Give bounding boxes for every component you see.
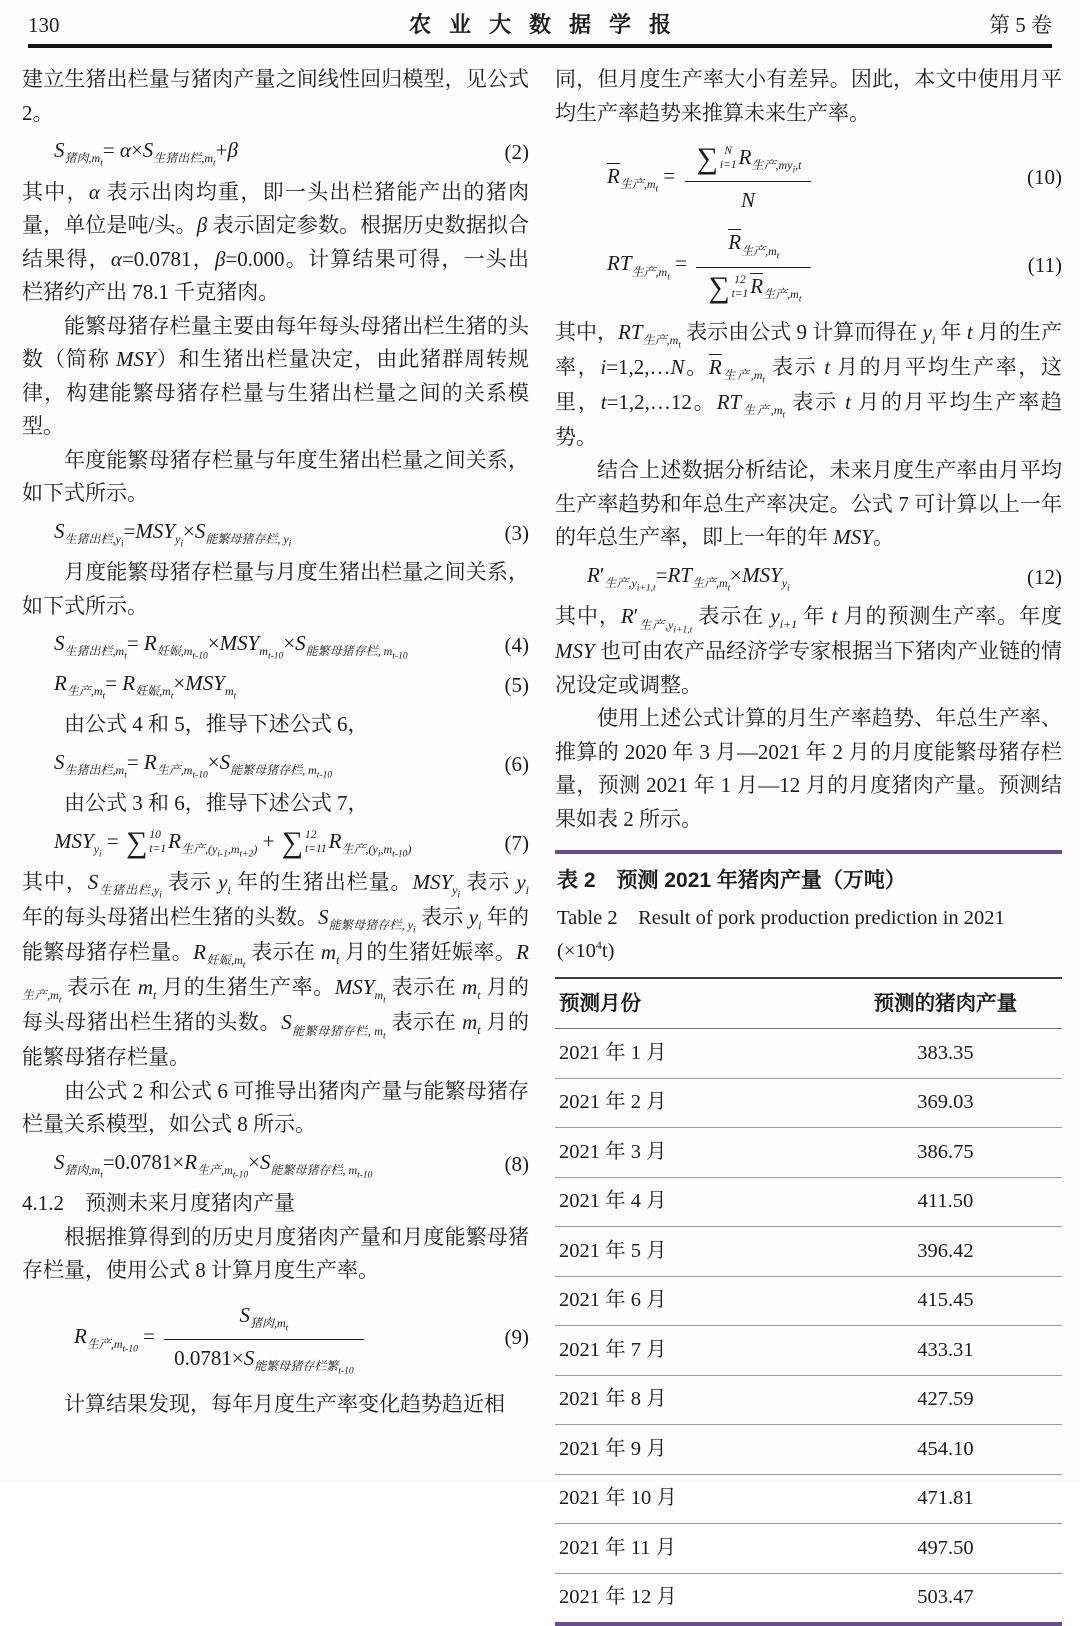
paragraph-derive-8: 由公式 2 和公式 6 可推导出猪肉产量与能繁母猪存栏量关系模型，如公式 8 所示。 <box>22 1078 529 1137</box>
table-row <box>555 1227 1062 1277</box>
equation-10-number: (10) <box>1027 164 1062 189</box>
table-row <box>555 1573 1062 1622</box>
equation-10 <box>555 140 1062 215</box>
cell-production-value: 427.59 <box>829 1375 1062 1425</box>
equation-3-number: (3) <box>504 520 529 545</box>
paragraph-future-rate: 结合上述数据分析结论，未来月度生产率由月平均生产率趋势和年总生产率决定。公式 7 可计算以上一年的年总生产率，即上一年的年 MSY。 <box>555 458 1062 550</box>
cell-month: 2021 年 8 月 <box>555 1375 829 1425</box>
page-header <box>0 0 1080 41</box>
column-header-production: 预测的猪肉产量 <box>829 978 1062 1029</box>
equation-2 <box>22 136 529 170</box>
paragraph-symbol-definitions: 其中，$S_{生猪出栏,y_i}$ 表示 $y_i$ 年的生猪出栏量。$MSY_{y_i}$ 表示 $y_i$ 年的每头母猪出栏生猪的头数。$S_{能繁母猪存栏, y_i}$ 表示 $y_i$ 年的能繁母猪存栏量。$R_{妊娠,m_t}$ 表示在 $m_t$ 月的生猪妊娠率。$R_{生产,m_t}$ 表示在 $m_t$ 月的生猪生产率。$MSY_{m_t}$ 表示在 $m_t$ 月的每头母猪出栏生猪的头数。$S_{能繁母猪存栏, m_t}$ 表示在 $m_t$ 月的能繁母猪存栏量。 <box>22 870 530 1070</box>
section-heading-4-1-2: 4.1.2 预测未来月度猪肉产量 <box>22 1191 295 1216</box>
cell-month: 2021 年 11 月 <box>555 1524 829 1574</box>
page-number: 130 <box>28 13 60 37</box>
paragraph-rt-definitions: 其中，$RT_{生产,m_t}$ 表示由公式 9 计算而得在 $y_i$ 年 t 月的生产率，i=1,2,…N。$R_{生产,m_t}$ 表示 t 月的月平均生产率，这里，t=1,2,…12。$RT_{生产,m_t}$ 表示 t 月的月平均生产率趋势。 <box>555 319 1063 449</box>
right-column <box>555 63 1062 1626</box>
equation-12-body: $R'_{生产,y_{i+1,t}}=RT_{生产,m_t}\times MSY_{y_i}$ <box>587 563 790 594</box>
equation-5-body: $R_{生产,m_t}= R_{妊娠,m_t}\times MSY_{m_t}$ <box>54 670 237 702</box>
equation-7 <box>22 827 529 861</box>
equation-11-body: $RT_{生产,m_t}$ = $R_{生产,m_t}$ ∑ 12 t=1 $R_{生产,m_t}$ <box>607 225 1020 305</box>
equation-8-number: (8) <box>504 1151 529 1176</box>
equation-7-body: $MSY_{y_i}$ = ∑ 10 t=1 $R_{生产,(y_{i-1},m_{t+2})}$ + ∑ 12 t=11 $R_{生产,(y_i,m_{t-10})}$ <box>54 825 412 860</box>
equation-3-body: $S_{生猪出栏,y_i}=MSY_{y_i}\times S_{能繁母猪存栏, y_i}$ <box>54 518 292 550</box>
cell-production-value: 471.81 <box>829 1474 1062 1524</box>
table-row <box>555 1128 1062 1178</box>
table-row <box>555 1177 1062 1227</box>
cell-production-value: 369.03 <box>829 1078 1062 1128</box>
cell-month: 2021 年 5 月 <box>555 1227 829 1277</box>
paragraph-monthly-relation: 月度能繁母猪存栏量与月度生猪出栏量之间关系，如下式所示。 <box>22 560 529 618</box>
cell-production-value: 396.42 <box>829 1227 1062 1277</box>
table-row <box>555 1326 1062 1376</box>
equation-9 <box>22 1298 529 1378</box>
equation-6 <box>22 748 529 782</box>
table-header-row <box>555 978 1062 1029</box>
table-row <box>555 1276 1062 1326</box>
content <box>0 48 1080 1626</box>
equation-12 <box>555 561 1062 595</box>
left-column <box>22 63 529 1626</box>
equation-11 <box>555 225 1062 305</box>
table-caption-zh: 表 2 预测 2021 年猪肉产量（万吨） <box>557 869 906 893</box>
cell-month: 2021 年 9 月 <box>555 1425 829 1475</box>
equation-8-body: $S_{猪肉,m_t}=0.0781\times R_{生产,m_{t-10}}\times S_{能繁母猪存栏, m_{t-10}}$ <box>54 1150 373 1181</box>
equation-11-number: (11) <box>1027 252 1062 277</box>
paragraph-derive-7: 由公式 3 和 6，推导下述公式 7， <box>64 791 369 815</box>
paragraph-predicted-rate: 其中，$R'_{生产,y_{i+1,t}}$ 表示在 $y_{i+1}$ 年 t 月的预测生产率。年度 MSY 也可由农产品经济学专家根据当下猪肉产业链的情况设定或调整。 <box>555 604 1063 697</box>
table-body <box>555 1029 1062 1623</box>
equation-4 <box>22 629 529 663</box>
cell-month: 2021 年 6 月 <box>555 1276 829 1326</box>
equation-6-body: $S_{生猪出栏,m_t}= R_{生产,m_{t-10}}\times S_{能繁母猪存栏, m_{t-10}}$ <box>54 749 333 781</box>
equation-9-body: $R_{生产,m_{t-10}}$ = $\frac{S_{猪肉,m_t}}{0.0781\times S_{能繁母猪存栏繁_{t-10}}}$ <box>74 1298 497 1378</box>
cell-month: 2021 年 12 月 <box>559 1586 677 1609</box>
equation-4-number: (4) <box>504 633 529 657</box>
paragraph-alpha-beta: 其中，α 表示出肉均重，即一头出栏猪能产出的猪肉量，单位是吨/头。β 表示固定参数。根据历史数据拟合结果得，α=0.0781，β=0.000。计算结果可得，一头出栏猪约产出 78.1 千克猪肉。 <box>22 179 530 304</box>
equation-5-number: (5) <box>504 672 529 697</box>
table-row <box>555 1524 1062 1574</box>
equation-7-number: (7) <box>504 830 529 855</box>
column-header-month: 预测月份 <box>555 978 829 1029</box>
table-bottom-rule <box>555 1622 1062 1626</box>
paragraph-derive-6: 由公式 4 和 5，推导下述公式 6， <box>64 712 369 736</box>
equation-2-number: (2) <box>504 140 529 164</box>
table-2-figure <box>555 850 1062 1626</box>
table-captions <box>555 854 1062 977</box>
paragraph-prediction-setup: 使用上述公式计算的月生产率趋势、年总生产率、推算的 2020 年 3 月—2021 年 2 月的月度能繁母猪存栏量，预测 2021 年 1 月—12 月的月度猪肉产量。预测结果如表 2 所示。 <box>555 706 1062 831</box>
cell-production-value: 454.10 <box>829 1425 1062 1475</box>
table-row <box>555 1425 1062 1475</box>
paragraph-msy-intro: 能繁母猪存栏量主要由每年每头母猪出栏生猪的头数（简称 MSY）和生猪出栏量决定，由此猪群周转规律，构建能繁母猪存栏量与生猪出栏量之间的关系模型。 <box>22 313 530 438</box>
table-row <box>555 1029 1062 1079</box>
cell-production-value: 411.50 <box>829 1177 1062 1227</box>
cell-production-value: 497.50 <box>829 1524 1062 1574</box>
paragraph-compute-rate: 根据推算得到的历史月度猪肉产量和月度能繁母猪存栏量，使用公式 8 计算月度生产率。 <box>22 1224 529 1283</box>
prediction-table <box>555 977 1062 1623</box>
table-caption-en: Table 2 Result of pork production prediction in 2021 $(\times 10^4t)$ <box>557 906 1005 963</box>
equation-12-number: (12) <box>1027 564 1062 589</box>
equation-5 <box>22 669 529 703</box>
volume-label: 第 5 卷 <box>989 13 1052 37</box>
cell-production-value: 383.35 <box>829 1029 1062 1079</box>
cell-month: 2021 年 1 月 <box>555 1029 829 1079</box>
cell-production-value: 415.45 <box>829 1276 1062 1326</box>
equation-2-body: $S_{猪肉,m_t}= \alpha\times S_{生猪出栏,m_t}+\beta$ <box>54 138 238 169</box>
table-row <box>555 1474 1062 1524</box>
table-row <box>555 1375 1062 1425</box>
equation-4-body: $S_{生猪出栏,m_t}= R_{妊娠,m_{t-10}}\times MSY_{m_{t-10}}\times S_{能繁母猪存栏, m_{t-10}}$ <box>54 631 408 662</box>
journal-title: 农业大数据学报 <box>408 12 689 37</box>
paragraph-model-intro: 建立生猪出栏量与猪肉产量之间线性回归模型，见公式 2。 <box>22 67 529 125</box>
cell-month: 2021 年 3 月 <box>555 1128 829 1178</box>
equation-3 <box>22 517 529 551</box>
paragraph-yearly-relation: 年度能繁母猪存栏量与年度生猪出栏量之间关系，如下式所示。 <box>22 447 529 505</box>
cell-month: 2021 年 4 月 <box>555 1177 829 1227</box>
cell-production-value: 386.75 <box>829 1128 1062 1178</box>
table-row <box>555 1078 1062 1128</box>
paragraph-trend-continue: 同，但月度生产率大小有差异。因此，本文中使用月平均生产率趋势来推算未来生产率。 <box>555 67 1062 125</box>
equation-9-number: (9) <box>504 1325 529 1350</box>
equation-6-number: (6) <box>504 751 529 776</box>
cell-production-value: 433.31 <box>829 1326 1062 1376</box>
cell-month: 2021 年 7 月 <box>555 1326 829 1376</box>
equation-8 <box>22 1148 529 1182</box>
cell-month: 2021 年 10 月 <box>555 1474 829 1524</box>
paragraph-result-trend: 计算结果发现，每年月度生产率变化趋势趋近相 <box>64 1392 505 1417</box>
cell-production-value: 503.47 <box>917 1586 974 1609</box>
cell-month: 2021 年 2 月 <box>555 1078 829 1128</box>
equation-10-body: $R_{生产,m_t}$ = ∑ N i=1 $R_{生产,my_i,t}$ N <box>607 140 1019 215</box>
